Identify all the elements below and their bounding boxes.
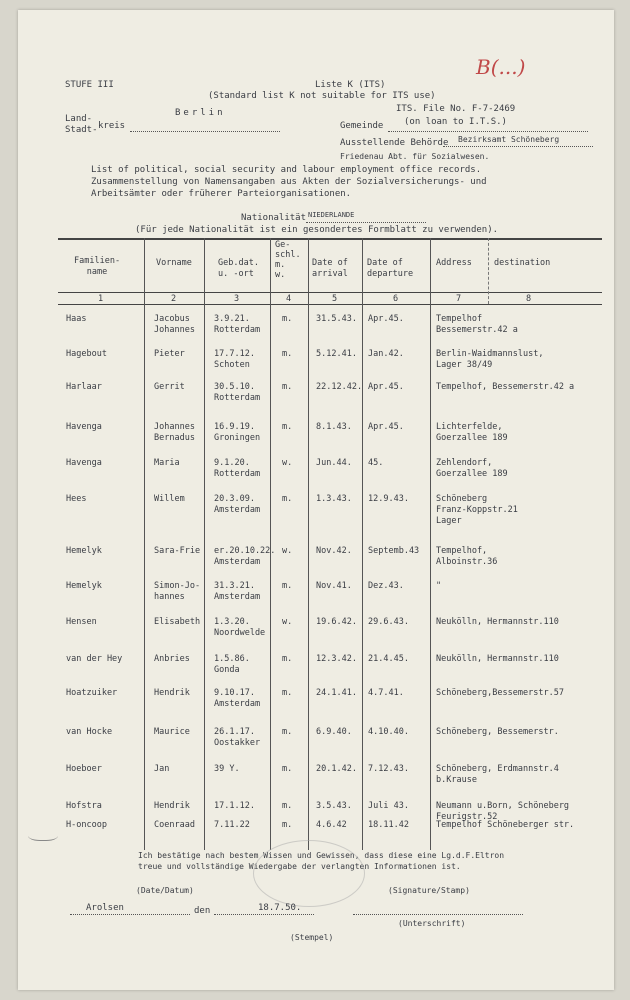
table-cell-dep: 18.11.42	[368, 820, 409, 830]
table-cell-geb: 9.1.20. Rotterdam	[214, 458, 261, 479]
confirmation-text-2: treue und vollständige Wiedergabe der verlangten Informationen ist.	[138, 862, 461, 871]
column-divider	[362, 238, 363, 850]
table-cell-geb: 1.5.86. Gonda	[214, 654, 250, 675]
table-cell-addr: Zehlendorf, Goerzallee 189	[436, 458, 508, 479]
table-cell-name: Harlaar	[66, 382, 102, 392]
column-divider	[308, 238, 309, 850]
table-cell-arr: 22.12.42.	[316, 382, 363, 392]
table-cell-geb: 17.7.12. Schoten	[214, 349, 255, 370]
table-cell-geb: 26.1.17. Oostakker	[214, 727, 261, 748]
column-number: 3	[234, 294, 240, 304]
table-cell-dep: Apr.45.	[368, 422, 404, 432]
column-divider	[144, 238, 145, 850]
table-cell-arr: 3.5.43.	[316, 801, 352, 811]
table-cell-addr: Schöneberg Franz-Koppstr.21 Lager	[436, 494, 518, 526]
kreis-dotted-line	[130, 131, 280, 132]
table-cell-g: m.	[282, 349, 293, 359]
table-cell-geb: 16.9.19. Groningen	[214, 422, 261, 443]
table-cell-addr: Neumann u.Born, Schöneberg Feurigstr.52	[436, 801, 570, 822]
table-cell-dep: 12.9.43.	[368, 494, 409, 504]
table-cell-addr: Tempelhof Schöneberger str.	[436, 820, 575, 830]
column-divider	[204, 238, 205, 850]
date-label: (Date/Datum)	[136, 886, 194, 895]
document-page	[18, 10, 614, 990]
table-cell-dep: Juli 43.	[368, 801, 409, 811]
table-cell-name: Hensen	[66, 617, 97, 627]
table-cell-name: Hemelyk	[66, 581, 102, 591]
table-cell-vorname: Jan	[154, 764, 170, 774]
table-cell-geb: 7.11.22	[214, 820, 250, 830]
table-cell-geb: 39 Y.	[214, 764, 240, 774]
table-cell-dep: 4.7.41.	[368, 688, 404, 698]
land-stadt-label: Land- Stadt-	[65, 114, 98, 135]
handwritten-mark	[28, 828, 58, 841]
column-number: 2	[171, 294, 177, 304]
table-cell-arr: 8.1.43.	[316, 422, 352, 432]
table-cell-geb: 3.9.21. Rotterdam	[214, 314, 261, 335]
list-title-de-2: Arbeitsämter oder früherer Parteiorganisationen.	[91, 189, 352, 199]
table-cell-dep: 29.6.43.	[368, 617, 409, 627]
table-cell-g: m.	[282, 764, 293, 774]
column-number: 8	[526, 294, 532, 304]
place-value: Arolsen	[86, 903, 124, 913]
table-cell-dep: Apr.45.	[368, 314, 404, 324]
on-loan-note: (on loan to I.T.S.)	[404, 117, 507, 127]
column-divider	[430, 238, 431, 850]
kreis-value: Berlin	[175, 108, 226, 118]
table-cell-vorname: Maurice	[154, 727, 190, 737]
column-header-departure: Date of departure	[367, 258, 414, 279]
table-cell-geb: er.20.10.22. Amsterdam	[214, 546, 276, 567]
table-cell-name: Hees	[66, 494, 87, 504]
red-handwritten-mark: B(...)	[476, 55, 526, 79]
table-cell-geb: 30.5.10. Rotterdam	[214, 382, 261, 403]
table-cell-g: m.	[282, 382, 293, 392]
standard-note: (Standard list K not suitable for ITS use)	[208, 91, 436, 101]
column-number: 4	[286, 294, 292, 304]
table-cell-arr: 31.5.43.	[316, 314, 357, 324]
table-cell-g: m.	[282, 801, 293, 811]
table-cell-arr: Nov.42.	[316, 546, 352, 556]
table-cell-name: Hagebout	[66, 349, 107, 359]
signature-dotted-line	[353, 914, 523, 915]
table-cell-g: m.	[282, 422, 293, 432]
table-number-line	[58, 304, 602, 305]
column-number: 5	[332, 294, 338, 304]
table-cell-vorname: Willem	[154, 494, 185, 504]
table-cell-g: m.	[282, 581, 293, 591]
table-cell-vorname: Gerrit	[154, 382, 185, 392]
gemeinde-dotted-line	[388, 131, 588, 132]
table-cell-vorname: Pieter	[154, 349, 185, 359]
table-cell-vorname: Johannes Bernadus	[154, 422, 195, 443]
den-label: den	[194, 906, 211, 916]
table-cell-addr: "	[436, 581, 442, 591]
table-cell-vorname: Coenraad	[154, 820, 195, 830]
table-cell-g: m.	[282, 820, 293, 830]
table-cell-addr: Berlin-Waidmannslust, Lager 38/49	[436, 349, 544, 370]
table-cell-name: Havenga	[66, 422, 102, 432]
table-cell-dep: 45.	[368, 458, 384, 468]
column-header-address: Address	[436, 258, 472, 268]
column-header-familienname: Familien- name	[74, 256, 121, 277]
table-cell-arr: 20.1.42.	[316, 764, 357, 774]
table-cell-dep: 21.4.45.	[368, 654, 409, 664]
table-cell-dep: 4.10.40.	[368, 727, 409, 737]
table-cell-addr: Neukölln, Hermannstr.110	[436, 617, 559, 627]
table-cell-dep: 7.12.43.	[368, 764, 409, 774]
date-value: 18.7.50.	[258, 903, 302, 913]
table-cell-g: m.	[282, 727, 293, 737]
column-header-geburt: Geb.dat. u. -ort	[218, 258, 259, 279]
behoerde-value: Bezirksamt Schöneberg	[458, 135, 560, 144]
table-top-line	[58, 238, 602, 240]
table-cell-geb: 31.3.21. Amsterdam	[214, 581, 261, 602]
table-cell-arr: 24.1.41.	[316, 688, 357, 698]
table-cell-arr: 1.3.43.	[316, 494, 352, 504]
table-cell-addr: Schöneberg, Bessemerstr.	[436, 727, 559, 737]
ausstellende-label: Ausstellende Behörde	[340, 138, 449, 148]
table-cell-vorname: Simon-Jo- hannes	[154, 581, 201, 602]
table-cell-arr: 5.12.41.	[316, 349, 357, 359]
liste-label: Liste K (ITS)	[315, 80, 386, 90]
table-cell-arr: 4.6.42	[316, 820, 347, 830]
list-title-en: List of political, social security and labour employment office records.	[91, 165, 482, 175]
table-cell-dep: Dez.43.	[368, 581, 404, 591]
behoerde-dotted-line	[443, 146, 593, 147]
table-cell-vorname: Elisabeth	[154, 617, 201, 627]
place-dotted-line	[70, 914, 190, 915]
table-cell-geb: 20.3.09. Amsterdam	[214, 494, 261, 515]
table-cell-name: van der Hey	[66, 654, 123, 664]
unterschrift-label: (Unterschrift)	[398, 919, 466, 928]
table-cell-vorname: Hendrik	[154, 688, 190, 698]
table-cell-vorname: Anbries	[154, 654, 190, 664]
table-cell-geb: 1.3.20. Noordwelde	[214, 617, 266, 638]
column-number: 1	[98, 294, 104, 304]
table-cell-g: w.	[282, 617, 293, 627]
table-cell-addr: Schöneberg,Bessemerstr.57	[436, 688, 564, 698]
faded-stamp	[253, 840, 365, 907]
column-header-destination: destination	[494, 258, 551, 268]
table-cell-name: Havenga	[66, 458, 102, 468]
gemeinde-label: Gemeinde	[340, 121, 384, 131]
table-cell-addr: Tempelhof Bessemerstr.42 a	[436, 314, 518, 335]
table-cell-addr: Schöneberg, Erdmannstr.4 b.Krause	[436, 764, 559, 785]
column-header-geschlecht: Ge- schl. m. w.	[275, 240, 301, 280]
table-cell-addr: Neukölln, Hermannstr.110	[436, 654, 559, 664]
signature-label: (Signature/Stamp)	[388, 886, 470, 895]
table-cell-name: Hofstra	[66, 801, 102, 811]
table-cell-name: Hemelyk	[66, 546, 102, 556]
table-cell-dep: Apr.45.	[368, 382, 404, 392]
table-cell-vorname: Jacobus Johannes	[154, 314, 195, 335]
table-cell-arr: 12.3.42.	[316, 654, 357, 664]
column-header-vorname: Vorname	[156, 258, 192, 268]
column-divider	[488, 238, 489, 304]
table-cell-g: m.	[282, 314, 293, 324]
nationalitaet-note: (Für jede Nationalität ist ein gesondertes Formblatt zu verwenden).	[135, 225, 499, 235]
table-cell-vorname: Maria	[154, 458, 180, 468]
confirmation-text: Ich bestätige nach bestem Wissen und Gewissen, dass diese eine Lg.d.F.Eltron	[138, 851, 505, 860]
list-title-de: Zusammenstellung von Namensangaben aus Akten der Sozialversicherungs- und	[91, 177, 487, 187]
table-cell-arr: 19.6.42.	[316, 617, 357, 627]
table-cell-addr: Tempelhof, Alboinstr.36	[436, 546, 498, 567]
table-cell-g: w.	[282, 546, 293, 556]
table-cell-geb: 17.1.12.	[214, 801, 255, 811]
nationalitaet-dotted-line	[306, 222, 426, 223]
kreis-label: kreis	[98, 121, 126, 131]
table-cell-arr: Nov.41.	[316, 581, 352, 591]
stufe-label: STUFE III	[65, 80, 114, 90]
table-cell-addr: Tempelhof, Bessemerstr.42 a	[436, 382, 575, 392]
table-cell-vorname: Sara-Frie	[154, 546, 201, 556]
table-cell-name: H-oncoop	[66, 820, 107, 830]
stempel-label: (Stempel)	[290, 933, 334, 942]
table-cell-name: Haas	[66, 314, 87, 324]
column-header-arrival: Date of arrival	[312, 258, 348, 279]
nationalitaet-value: NIEDERLANDE	[308, 211, 355, 219]
table-header-line	[58, 292, 602, 293]
table-cell-g: m.	[282, 654, 293, 664]
table-cell-g: w.	[282, 458, 293, 468]
column-number: 6	[393, 294, 399, 304]
table-cell-dep: Septemb.43	[368, 546, 420, 556]
table-cell-g: m.	[282, 494, 293, 504]
table-cell-vorname: Hendrik	[154, 801, 190, 811]
table-cell-name: Hoatzuiker	[66, 688, 118, 698]
table-cell-dep: Jan.42.	[368, 349, 404, 359]
table-cell-name: Hoeboer	[66, 764, 102, 774]
table-cell-arr: 6.9.40.	[316, 727, 352, 737]
nationalitaet-label: Nationalität	[241, 213, 307, 223]
column-divider	[270, 238, 271, 850]
table-cell-addr: Lichterfelde, Goerzallee 189	[436, 422, 508, 443]
table-cell-name: van Hocke	[66, 727, 113, 737]
table-cell-g: m.	[282, 688, 293, 698]
date-dotted-line	[214, 914, 314, 915]
its-file-number: ITS. File No. F-7-2469	[396, 104, 516, 114]
column-number: 7	[456, 294, 462, 304]
table-cell-geb: 9.10.17. Amsterdam	[214, 688, 261, 709]
behoerde-value-2: Friedenau Abt. für Sozialwesen.	[340, 152, 490, 161]
table-cell-arr: Jun.44.	[316, 458, 352, 468]
